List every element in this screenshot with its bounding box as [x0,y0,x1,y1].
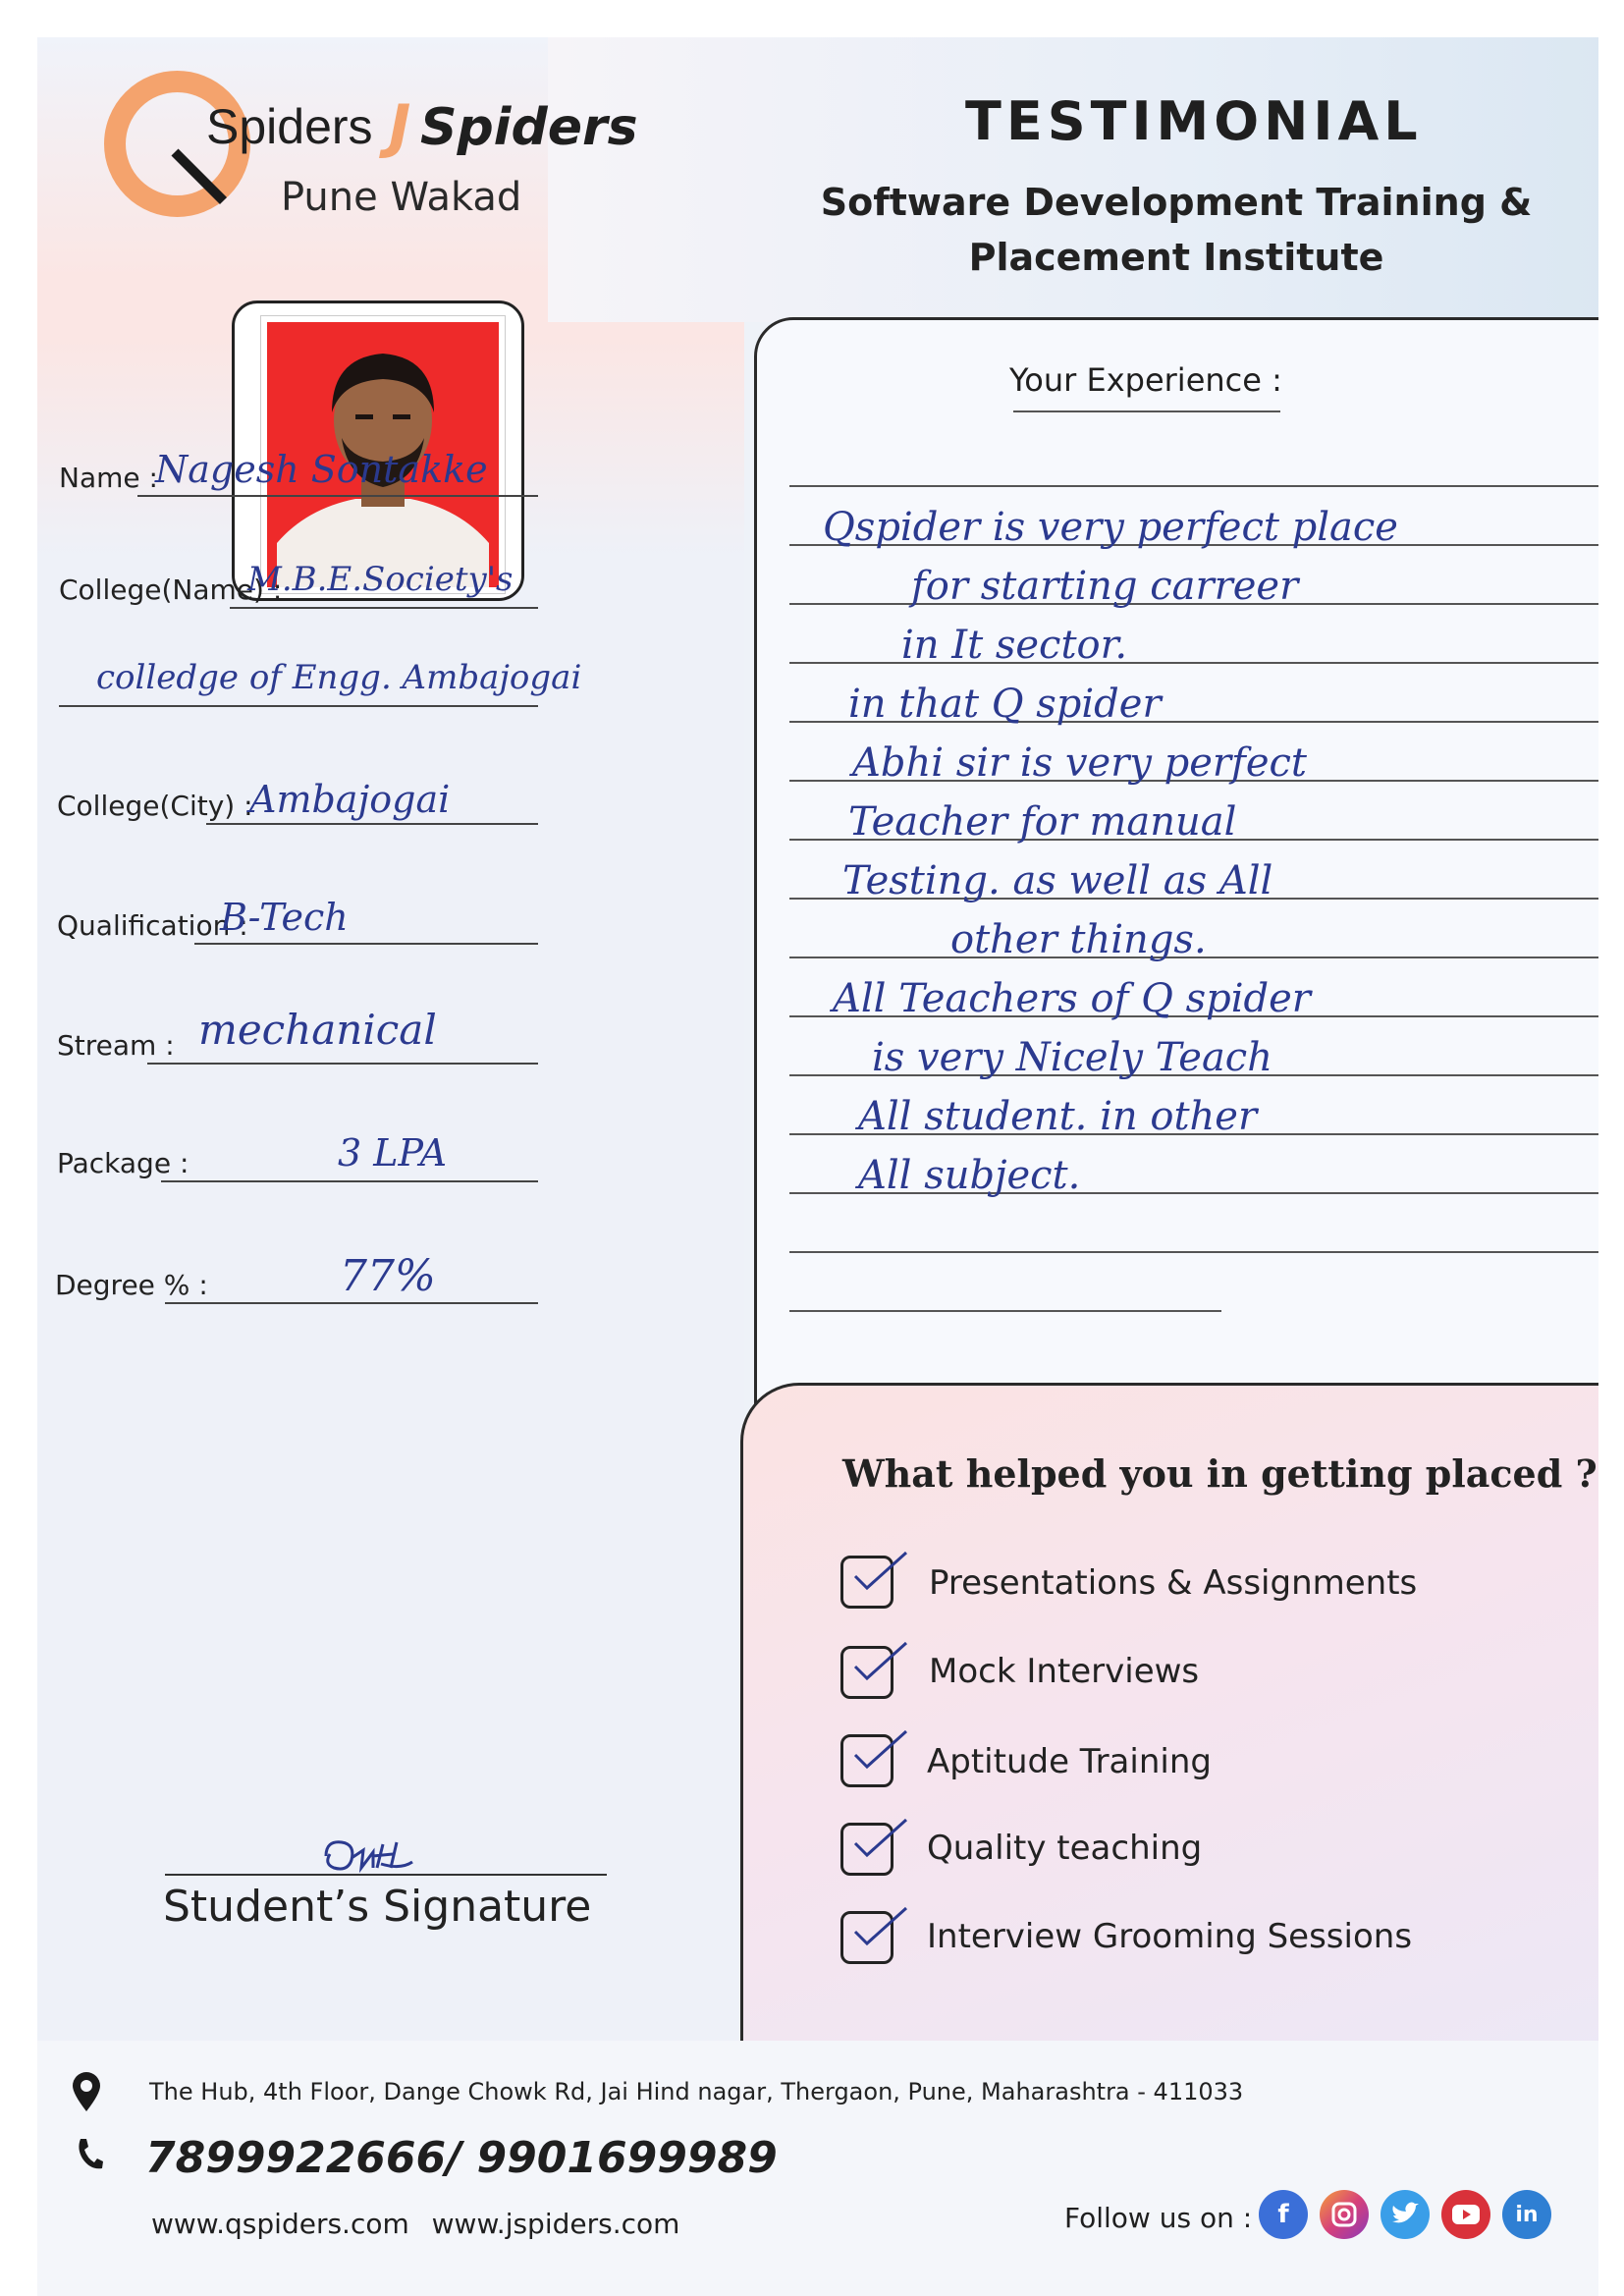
college-city-label: College(City) : [57,790,253,822]
jspiders-website-link[interactable]: www.jspiders.com [431,2208,680,2240]
degree-percent-rule [165,1302,538,1304]
qualification-label: Qualification : [57,909,248,942]
college-name-label: College(Name) : [59,574,283,606]
name-label: Name : [59,462,158,494]
experience-title-underline [1013,410,1280,412]
facebook-icon[interactable]: f [1259,2190,1308,2239]
stream-label: Stream : [57,1029,175,1062]
checkmark-icon [847,1725,910,1775]
instagram-icon[interactable] [1320,2190,1369,2239]
location-pin-icon [71,2072,102,2113]
degree-percent-value: 77% [340,1251,436,1301]
signature-label: Student’s Signature [163,1882,592,1932]
jspiders-wordmark: Spiders [420,98,638,157]
follow-us-label: Follow us on : [1064,2202,1253,2234]
option-mock-interviews-label: Mock Interviews [929,1652,1200,1691]
subtitle-line-2: Placement Institute [968,236,1384,279]
experience-rule [789,1251,1598,1253]
signature-line [165,1874,607,1876]
college-name-value: M.B.E.Society's [247,560,514,599]
college-name-value-continued: colledge of Engg. Ambajogai [96,658,582,697]
package-value: 3 LPA [338,1131,448,1175]
institute-subtitle [803,175,1549,285]
college-name-rule-2 [59,705,538,707]
name-rule [137,495,538,497]
experience-text-line: in that Q spider [848,682,1162,727]
qspiders-wordmark: Spiders [206,99,373,154]
branch-name: Pune Wakad [281,175,522,220]
option-aptitude-training-label: Aptitude Training [927,1742,1212,1781]
websites [151,2208,679,2240]
experience-text-line: Teacher for manual [848,799,1237,845]
experience-text-line: Abhi sir is very perfect [852,740,1308,786]
experience-text-line: other things. [950,917,1207,962]
college-city-value: Ambajogai [249,778,451,821]
checkmark-icon [847,1902,910,1951]
option-presentations-label: Presentations & Assignments [929,1563,1418,1603]
twitter-icon[interactable] [1380,2190,1430,2239]
checkbox-aptitude-training[interactable] [840,1734,893,1787]
checkmark-icon [847,1637,910,1686]
experience-text-line: All student. in other [858,1094,1258,1139]
page-title: TESTIMONIAL [965,90,1423,152]
experience-title: Your Experience : [1009,361,1282,399]
experience-text-line: in It sector. [901,623,1128,668]
experience-rule [789,1310,1221,1312]
qualification-rule [194,943,538,945]
student-signature-mark [312,1834,420,1878]
college-city-rule [206,823,538,825]
experience-rule [789,485,1598,487]
checkbox-presentations[interactable] [840,1556,893,1609]
option-interview-grooming-label: Interview Grooming Sessions [927,1917,1413,1956]
name-value: Nagesh Sontakke [155,448,488,491]
phone-numbers[interactable]: 7899922666/ 9901699989 [145,2133,778,2183]
college-name-rule [230,607,538,609]
stream-rule [147,1063,538,1065]
qspiders-website-link[interactable]: www.qspiders.com [151,2208,409,2240]
subtitle-line-1: Software Development Training & [820,181,1533,224]
linkedin-icon[interactable]: in [1502,2190,1551,2239]
checkmark-icon [847,1547,910,1596]
experience-text-line: All subject. [858,1153,1081,1198]
experience-text-line: is very Nicely Teach [872,1035,1272,1080]
checkbox-mock-interviews[interactable] [840,1646,893,1699]
option-quality-teaching-label: Quality teaching [927,1829,1203,1868]
package-label: Package : [57,1147,189,1179]
checkbox-quality-teaching[interactable] [840,1823,893,1876]
experience-text-line: Qspider is very perfect place [823,505,1398,550]
jspiders-j-letter: J [389,92,411,161]
checkbox-interview-grooming[interactable] [840,1911,893,1964]
helped-title: What helped you in getting placed ? [842,1451,1597,1496]
address-text: The Hub, 4th Floor, Dange Chowk Rd, Jai Hind nagar, Thergaon, Pune, Maharashtra - 411033 [149,2078,1244,2105]
experience-text-line: Testing. as well as All [842,858,1273,903]
package-rule [161,1180,538,1182]
experience-text-line: for starting carreer [911,564,1299,609]
testimonial-sheet [37,37,1598,2296]
checkmark-icon [847,1814,910,1863]
degree-percent-label: Degree % : [55,1269,208,1301]
stream-value: mechanical [198,1006,437,1054]
qualification-value: B-Tech [220,896,349,939]
experience-text-line: All Teachers of Q spider [833,976,1311,1021]
youtube-icon[interactable] [1441,2190,1490,2239]
phone-icon [75,2135,104,2174]
